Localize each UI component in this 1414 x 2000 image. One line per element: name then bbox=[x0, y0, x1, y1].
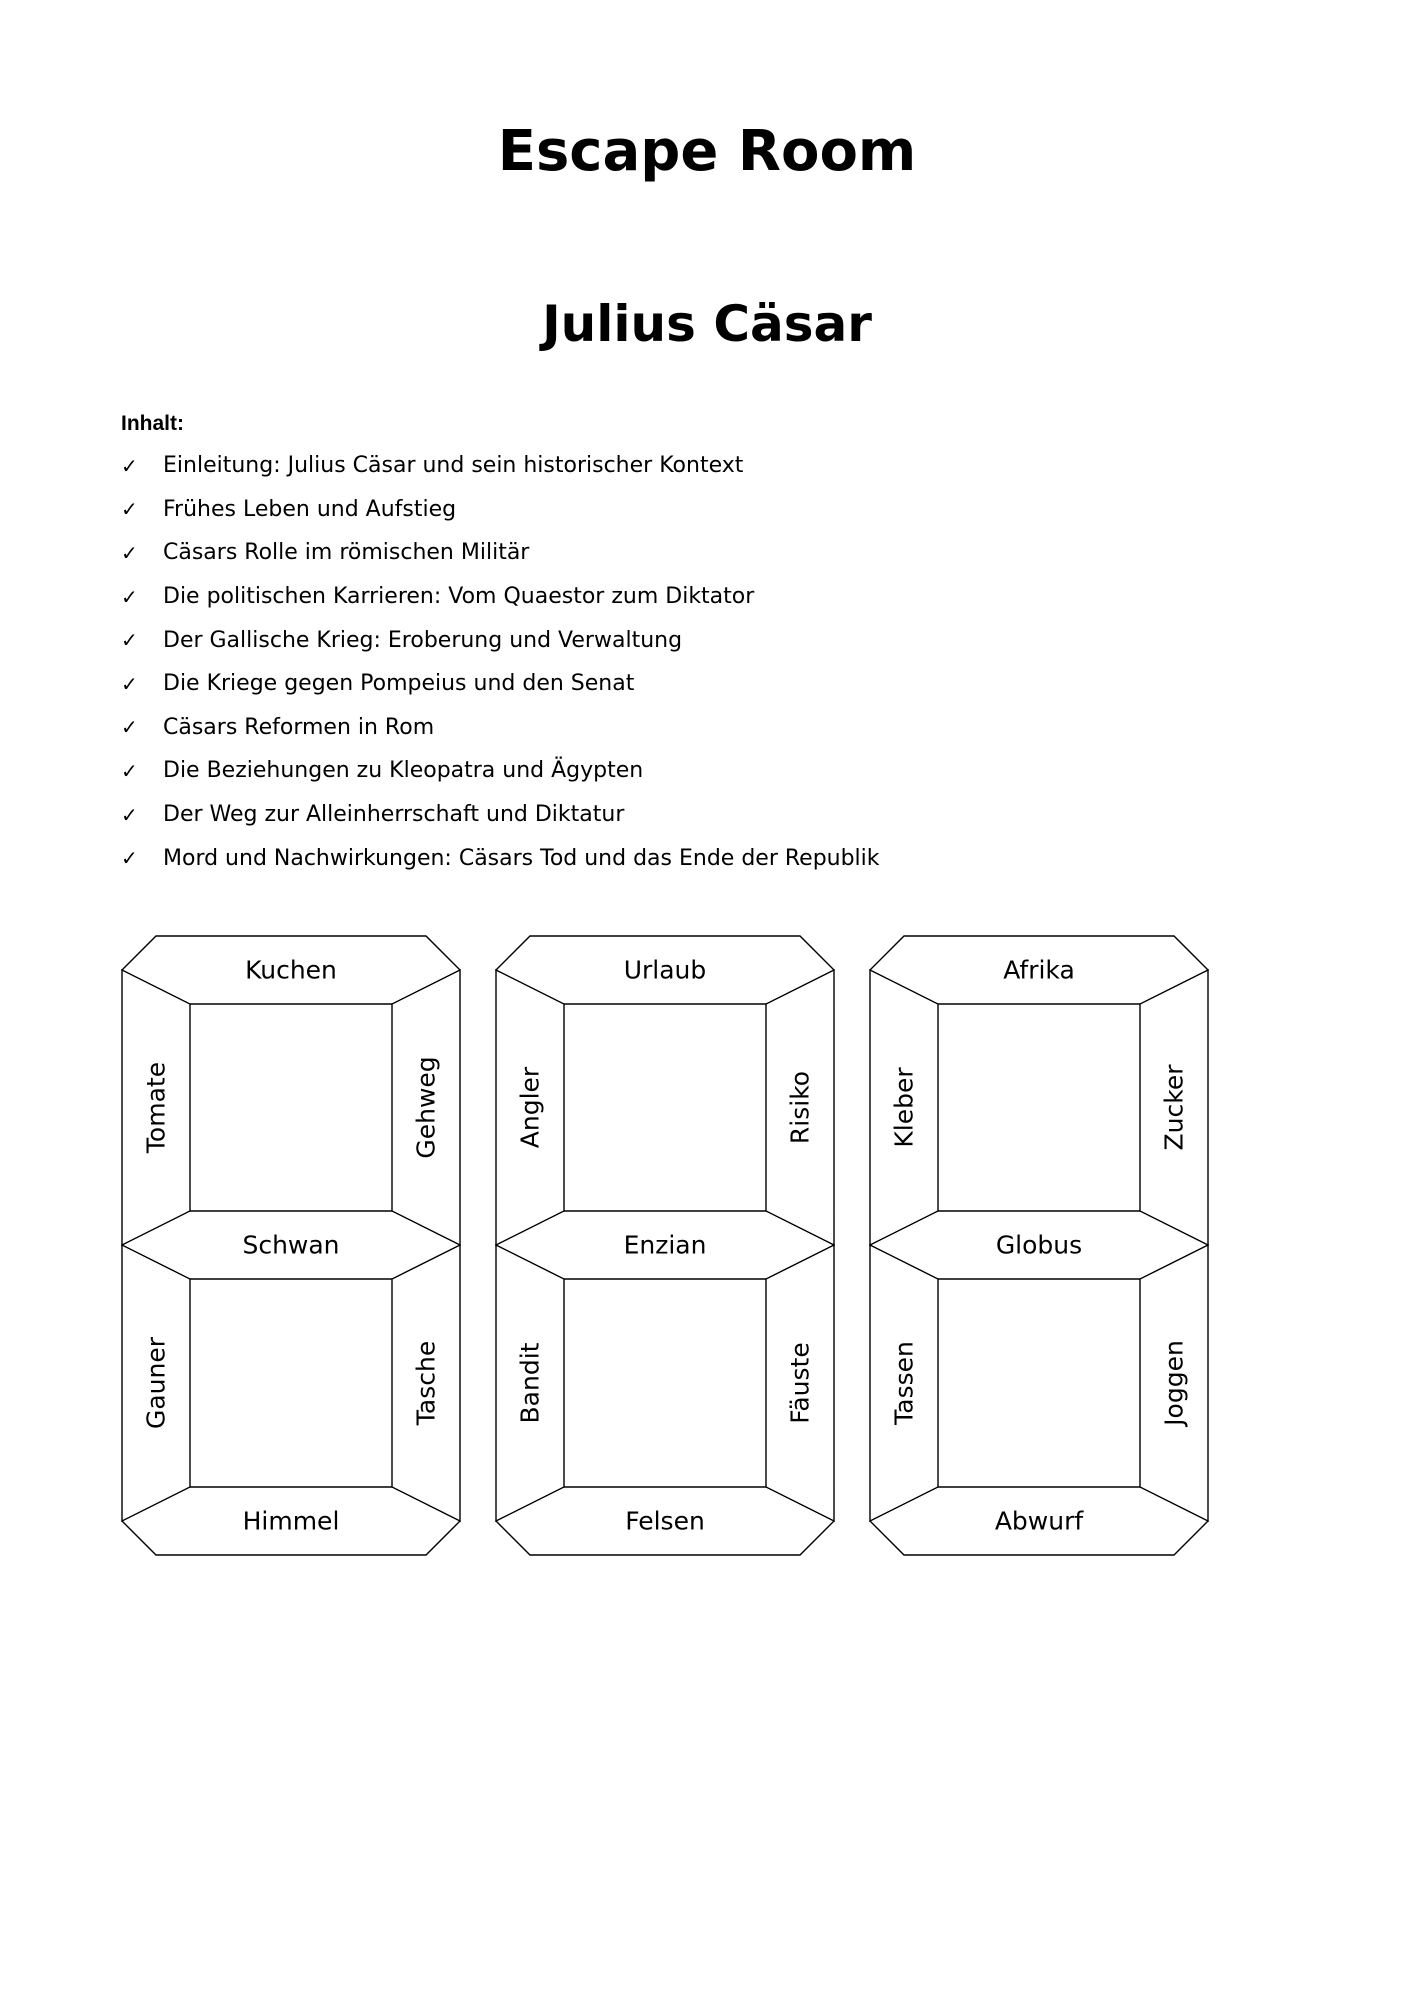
segment-lower-left-label: Bandit bbox=[515, 1342, 545, 1424]
page-subtitle: Julius Cäsar bbox=[542, 295, 872, 353]
segment-middle-label: Schwan bbox=[242, 1230, 340, 1260]
check-icon: ✓ bbox=[121, 497, 138, 522]
check-icon: ✓ bbox=[121, 584, 138, 609]
segment-upper-left-label: Tomate bbox=[141, 1061, 171, 1154]
contents-item-label: Der Weg zur Alleinherrschaft und Diktatur bbox=[163, 802, 625, 828]
contents-item-label: Mord und Nachwirkungen: Cäsars Tod und das Ende der Republik bbox=[163, 845, 880, 871]
page-title: Escape Room bbox=[497, 119, 917, 184]
segment-upper-right-label: Zucker bbox=[1159, 1064, 1189, 1151]
segment-upper-right-label: Gehweg bbox=[411, 1056, 441, 1159]
segment-lower-left-label: Gauner bbox=[141, 1336, 171, 1430]
segment-top-label: Kuchen bbox=[245, 955, 337, 985]
check-icon: ✓ bbox=[121, 715, 138, 740]
check-icon: ✓ bbox=[121, 453, 138, 478]
check-icon: ✓ bbox=[121, 540, 138, 565]
check-icon: ✓ bbox=[121, 846, 138, 871]
segment-upper-right-label: Risiko bbox=[785, 1070, 815, 1145]
contents-item-label: Frühes Leben und Aufstieg bbox=[163, 496, 457, 522]
contents-item-label: Die politischen Karrieren: Vom Quaestor zum Diktator bbox=[163, 584, 755, 610]
segment-middle-label: Enzian bbox=[623, 1230, 707, 1260]
segment-top-label: Urlaub bbox=[623, 955, 707, 985]
contents-item-label: Die Kriege gegen Pompeius und den Senat bbox=[163, 671, 635, 697]
segment-bottom-label: Felsen bbox=[625, 1506, 705, 1536]
check-icon: ✓ bbox=[121, 671, 138, 696]
segment-bottom-label: Himmel bbox=[242, 1506, 340, 1536]
segment-lower-right-label: Fäuste bbox=[785, 1342, 815, 1424]
segment-lower-right-label: Joggen bbox=[1159, 1340, 1189, 1426]
segment-top-label: Afrika bbox=[1003, 955, 1075, 985]
contents-heading: Inhalt: bbox=[121, 412, 184, 435]
contents-item-label: Cäsars Rolle im römischen Militär bbox=[163, 540, 530, 566]
check-icon: ✓ bbox=[121, 758, 138, 783]
segment-upper-left-label: Kleber bbox=[889, 1067, 919, 1148]
segment-bottom-label: Abwurf bbox=[994, 1506, 1084, 1536]
segment-lower-right-label: Tasche bbox=[411, 1340, 441, 1426]
contents-item-label: Cäsars Reformen in Rom bbox=[163, 714, 435, 740]
contents-item-label: Der Gallische Krieg: Eroberung und Verwaltung bbox=[163, 627, 683, 653]
segment-lower-left-label: Tassen bbox=[889, 1341, 919, 1425]
segment-middle-label: Globus bbox=[995, 1230, 1083, 1260]
contents-item-label: Einleitung: Julius Cäsar und sein historischer Kontext bbox=[163, 453, 744, 479]
check-icon: ✓ bbox=[121, 802, 138, 827]
check-icon: ✓ bbox=[121, 628, 138, 653]
segment-upper-left-label: Angler bbox=[515, 1066, 545, 1149]
contents-item-label: Die Beziehungen zu Kleopatra und Ägypten bbox=[163, 758, 644, 784]
